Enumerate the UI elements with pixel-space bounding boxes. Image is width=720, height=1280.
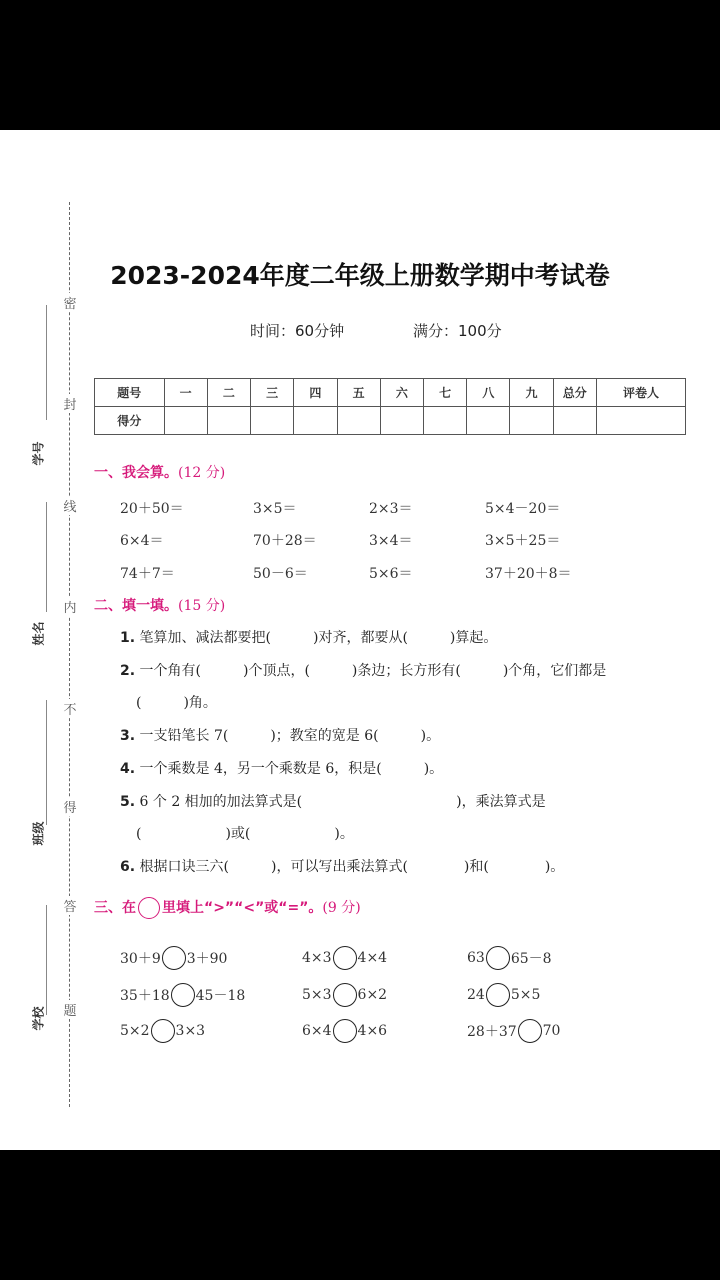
score-cell[interactable]: [467, 407, 510, 435]
compare-item: [302, 946, 387, 970]
student-id-line: [46, 305, 47, 420]
score-cell[interactable]: [553, 407, 596, 435]
question-number: 2.: [120, 663, 136, 679]
compare-right: 45－18: [195, 988, 246, 1004]
name-label: 姓名: [31, 621, 46, 646]
score-cell[interactable]: [337, 407, 380, 435]
seal-char: 密: [62, 293, 78, 312]
table-header-cell: 三: [251, 379, 294, 407]
section2-points: (15 分): [178, 598, 226, 614]
seal-char: 题: [62, 1000, 78, 1019]
answer-circle[interactable]: [171, 983, 195, 1007]
calc-problem: 5×6＝: [369, 566, 413, 582]
section1-points: (12 分): [178, 465, 226, 481]
seal-char: 内: [62, 597, 78, 616]
section1-title: 一、我会算。: [94, 465, 178, 481]
seal-char: 得: [62, 797, 78, 816]
score-row-label: 得分: [95, 407, 165, 435]
answer-circle[interactable]: [518, 1019, 542, 1043]
score-cell[interactable]: [294, 407, 337, 435]
table-header-cell: 评卷人: [596, 379, 685, 407]
exam-full-score: 满分：100分: [413, 322, 502, 340]
calc-problem: 2×3＝: [369, 501, 413, 517]
fill-question-3: [120, 725, 440, 745]
question-text: ( )或( )。: [136, 826, 354, 842]
table-header-cell: 六: [380, 379, 423, 407]
section3-title-suffix: 里填上“>”“<”或“=”。: [162, 900, 323, 916]
calc-problem: 3×5＝: [253, 501, 297, 517]
table-header-cell: 总分: [553, 379, 596, 407]
compare-item: [467, 983, 540, 1007]
seal-dashed-line: [69, 202, 70, 1107]
seal-char: 答: [62, 896, 78, 915]
question-text: 一支铅笔长 7( )；教室的宽是 6( )。: [139, 728, 441, 744]
table-header-cell: 题号: [95, 379, 165, 407]
score-cell[interactable]: [380, 407, 423, 435]
compare-left: 4×3: [302, 950, 332, 966]
compare-item: [120, 983, 245, 1007]
class-label: 班级: [31, 821, 46, 846]
answer-circle[interactable]: [486, 946, 510, 970]
compare-left: 63: [467, 950, 485, 966]
compare-right: 65－8: [510, 951, 552, 967]
fill-question-1: [120, 627, 497, 647]
compare-right: 3＋90: [186, 951, 228, 967]
exam-page: [0, 130, 720, 1150]
calc-problem: 6×4＝: [120, 533, 164, 549]
calc-problem: 3×5＋25＝: [485, 533, 561, 549]
answer-circle[interactable]: [162, 946, 186, 970]
score-cell[interactable]: [596, 407, 685, 435]
section3-points: (9 分): [322, 900, 361, 916]
question-text: 一个乘数是 4，另一个乘数是 6，积是( )。: [139, 761, 444, 777]
score-cell[interactable]: [207, 407, 250, 435]
exam-time: 时间：60分钟: [250, 322, 345, 340]
answer-circle[interactable]: [333, 983, 357, 1007]
blank-circle-icon: [138, 897, 160, 919]
question-text: 6 个 2 相加的加法算式是( )，乘法算式是: [139, 794, 546, 810]
seal-char: 不: [62, 699, 78, 718]
table-header-cell: 八: [467, 379, 510, 407]
section2-heading: [94, 595, 225, 615]
fill-question-5: [120, 791, 546, 811]
table-header-cell: 二: [207, 379, 250, 407]
calc-problem: 74＋7＝: [120, 566, 175, 582]
section1-heading: [94, 462, 225, 482]
fill-question-2: [120, 660, 606, 680]
fill-question-6: [120, 856, 564, 876]
answer-circle[interactable]: [333, 1019, 357, 1043]
question-number: 4.: [120, 761, 136, 777]
compare-item: [120, 1019, 205, 1043]
score-cell[interactable]: [164, 407, 207, 435]
question-number: 3.: [120, 728, 136, 744]
compare-right: 6×2: [357, 987, 388, 1003]
compare-item: [467, 1019, 560, 1043]
answer-circle[interactable]: [486, 983, 510, 1007]
fill-question-5-continued: [136, 823, 354, 843]
score-cell[interactable]: [510, 407, 553, 435]
question-number: 5.: [120, 794, 136, 810]
school-label: 学校: [31, 1006, 46, 1031]
compare-right: 4×6: [357, 1023, 388, 1039]
compare-left: 6×4: [302, 1023, 332, 1039]
fill-question-2-continued: [136, 692, 217, 712]
calc-problem: 3×4＝: [369, 533, 413, 549]
table-header-cell: 七: [423, 379, 466, 407]
calc-problem: 5×4－20＝: [485, 501, 561, 517]
section3-heading: [94, 897, 361, 919]
compare-right: 4×4: [357, 950, 388, 966]
score-cell[interactable]: [423, 407, 466, 435]
section3-title-prefix: 三、在: [94, 900, 136, 916]
score-table-score-row: [95, 407, 686, 435]
name-line: [46, 502, 47, 612]
calc-problem: 20＋50＝: [120, 501, 184, 517]
question-number: 6.: [120, 859, 136, 875]
fill-question-4: [120, 758, 443, 778]
compare-left: 5×2: [120, 1023, 150, 1039]
answer-circle[interactable]: [333, 946, 357, 970]
seal-char: 线: [62, 496, 78, 515]
table-header-cell: 五: [337, 379, 380, 407]
compare-right: 5×5: [510, 987, 541, 1003]
compare-item: [302, 1019, 387, 1043]
question-text: 笔算加、减法都要把( )对齐，都要从( )算起。: [139, 630, 498, 646]
class-line: [46, 700, 47, 825]
compare-left: 5×3: [302, 987, 332, 1003]
compare-item: [120, 946, 227, 970]
section2-title: 二、填一填。: [94, 598, 178, 614]
compare-right: 3×3: [175, 1023, 206, 1039]
compare-left: 28＋37: [467, 1024, 517, 1040]
answer-circle[interactable]: [151, 1019, 175, 1043]
compare-left: 35＋18: [120, 988, 170, 1004]
table-header-cell: 四: [294, 379, 337, 407]
question-text: 根据口诀三六( )，可以写出乘法算式( )和( )。: [139, 859, 565, 875]
question-number: 1.: [120, 630, 136, 646]
table-header-cell: 九: [510, 379, 553, 407]
compare-item: [467, 946, 552, 970]
calc-problem: 37＋20＋8＝: [485, 566, 572, 582]
score-table-header-row: [95, 379, 686, 407]
compare-left: 24: [467, 987, 485, 1003]
calc-problem: 50－6＝: [253, 566, 308, 582]
score-cell[interactable]: [251, 407, 294, 435]
seal-char: 封: [62, 394, 78, 413]
question-text: 一个角有( )个顶点，( )条边；长方形有( )个角，它们都是: [139, 663, 607, 679]
calc-problem: 70＋28＝: [253, 533, 317, 549]
compare-item: [302, 983, 387, 1007]
exam-title: 2023-2024年度二年级上册数学期中考试卷: [110, 261, 610, 290]
table-header-cell: 一: [164, 379, 207, 407]
compare-left: 30＋9: [120, 951, 161, 967]
score-table: [94, 378, 686, 435]
question-text: ( )角。: [136, 695, 217, 711]
student-id-label: 学号: [31, 441, 46, 466]
compare-right: 70: [542, 1023, 561, 1039]
